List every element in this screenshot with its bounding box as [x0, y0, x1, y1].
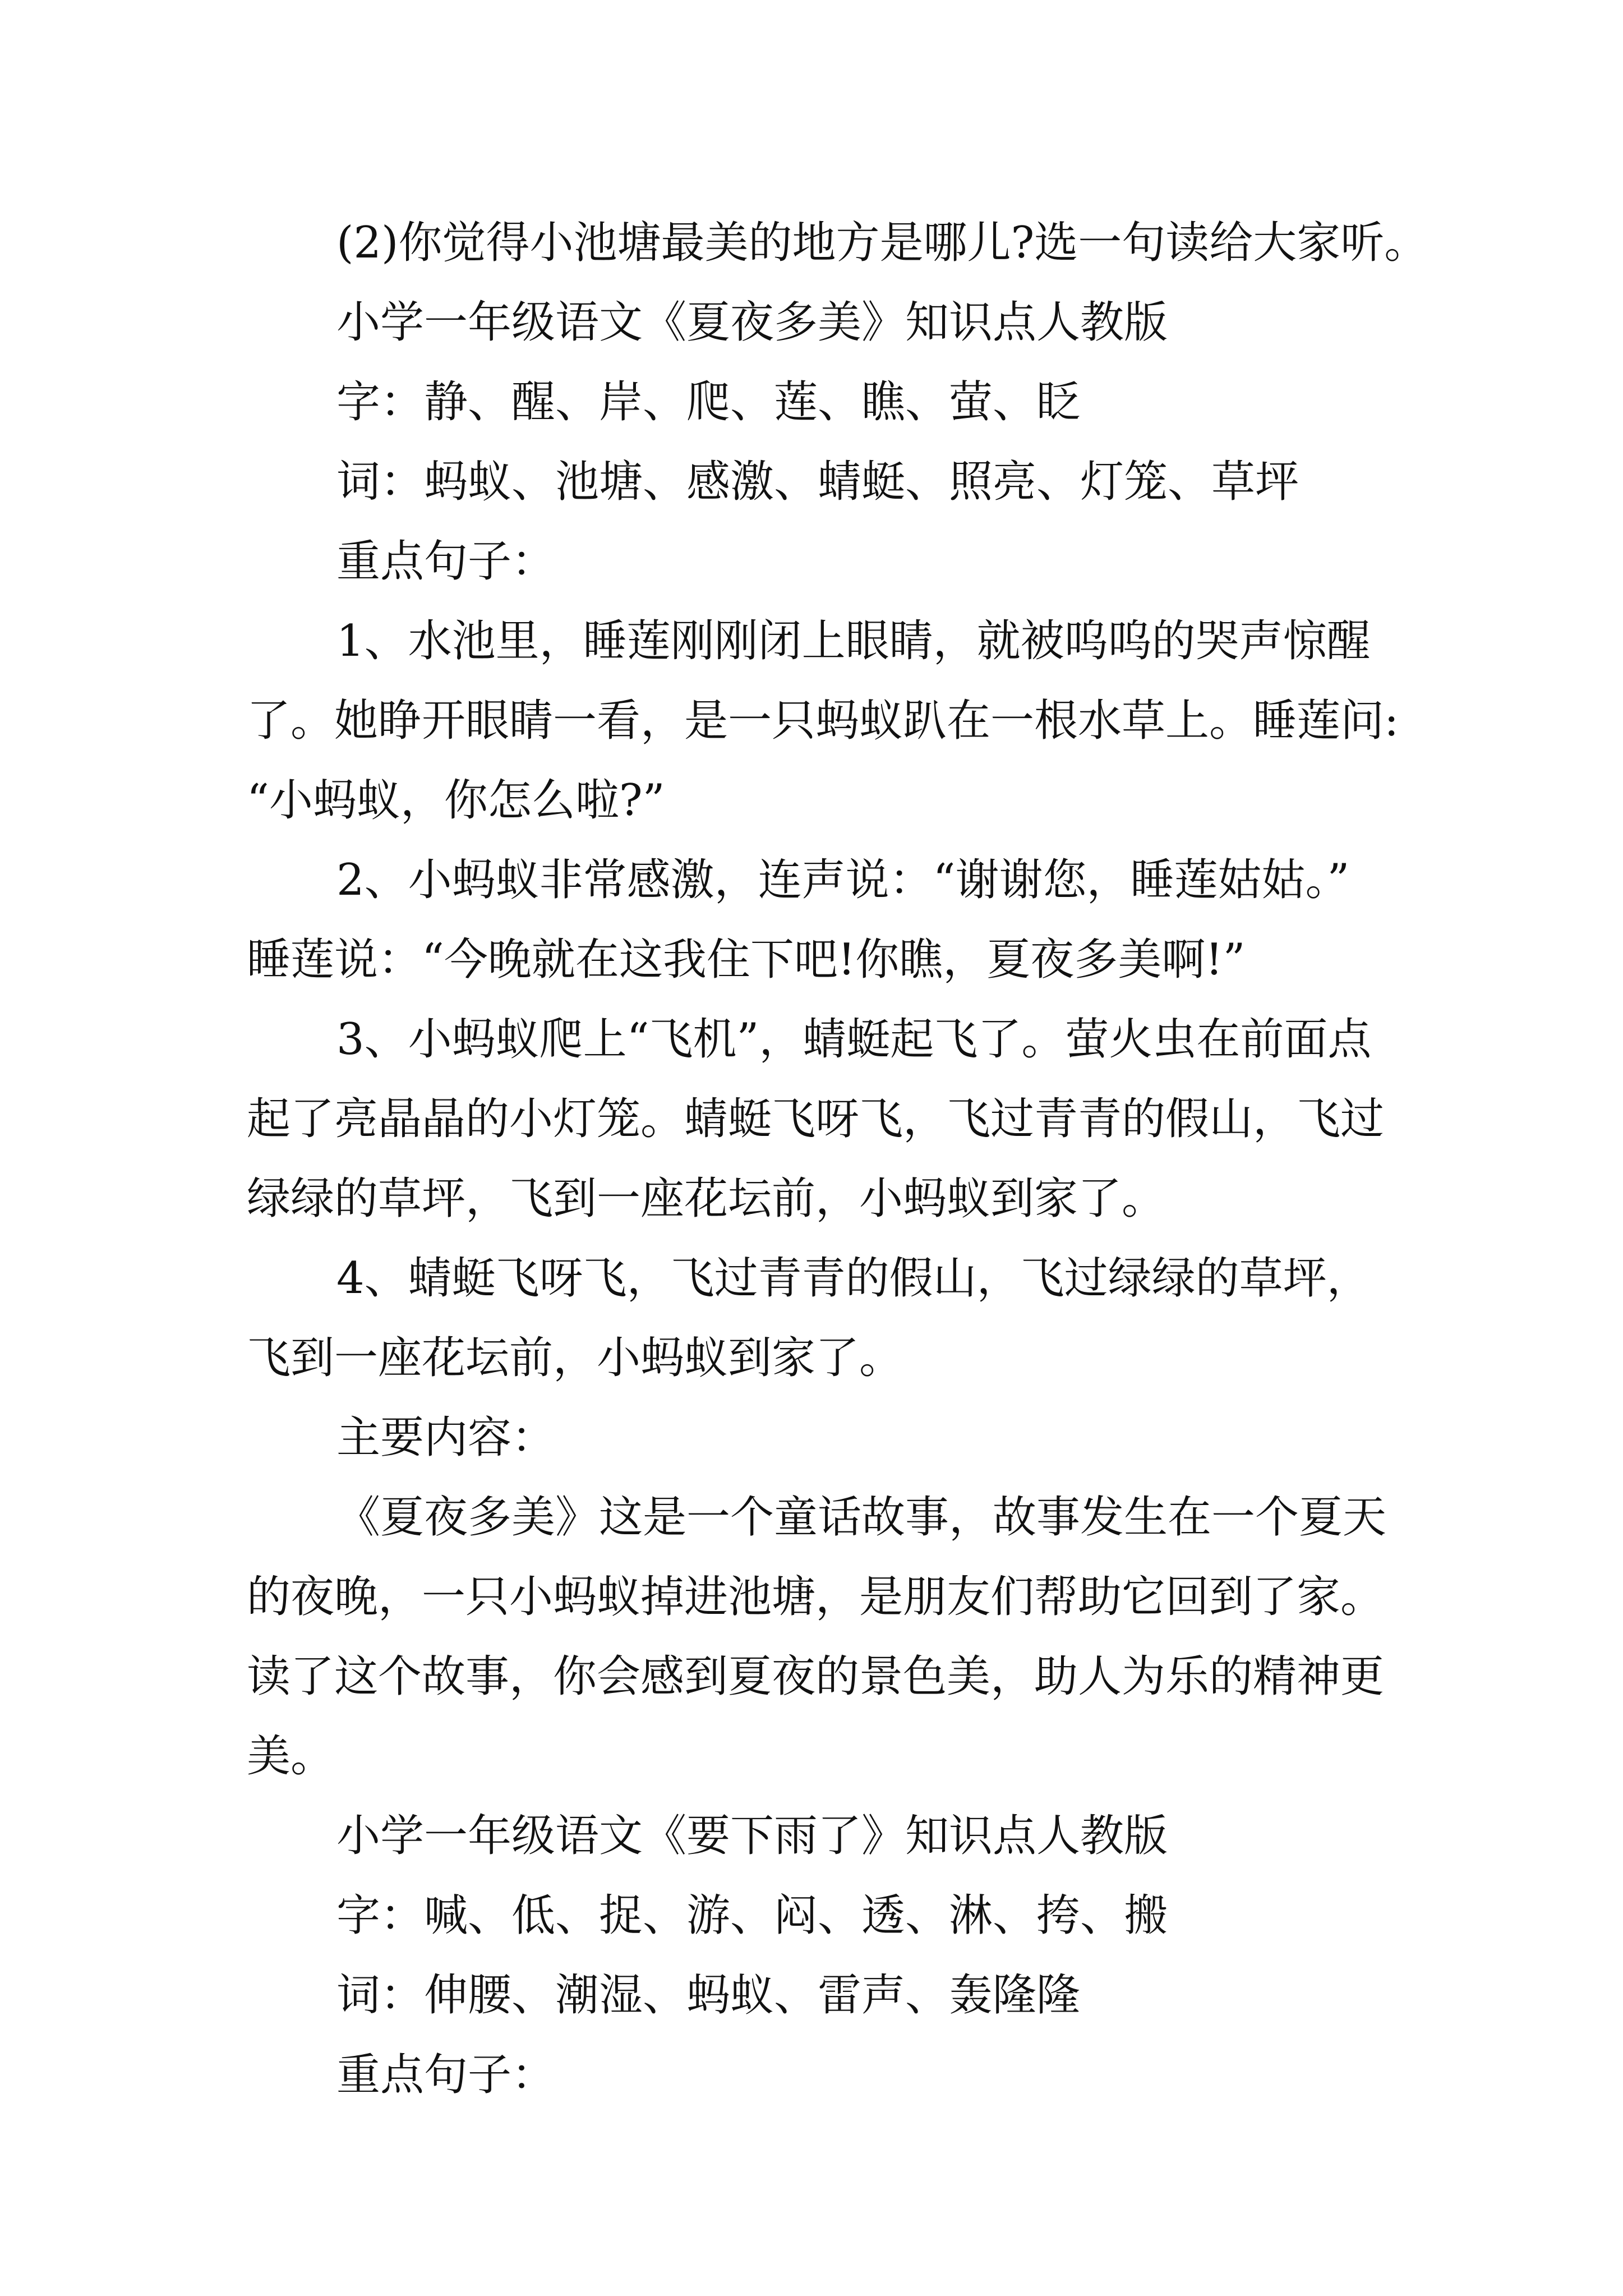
paragraph-line: 1、水池里，睡莲刚刚闭上眼睛，就被呜呜的哭声惊醒 — [336, 616, 1371, 666]
paragraph-line: 《夏夜多美》这是一个童话故事，故事发生在一个夏天 — [336, 1492, 1387, 1543]
paragraph-line: 的夜晚，一只小蚂蚁掉进池塘，是朋友们帮助它回到了家。 — [247, 1572, 1385, 1622]
paragraph-line: 读了这个故事，你会感到夏夜的景色美，助人为乐的精神更 — [247, 1651, 1385, 1702]
paragraph-line: 绿绿的草坪，飞到一座花坛前，小蚂蚁到家了。 — [247, 1174, 1166, 1224]
main-content-heading: 主要内容： — [336, 1412, 556, 1463]
key-sentences-heading: 重点句子： — [336, 2050, 556, 2100]
key-sentences-heading: 重点句子： — [336, 536, 556, 587]
characters-line: 字：静、醒、岸、爬、莲、瞧、萤、眨 — [336, 377, 1081, 427]
section-title: 小学一年级语文《要下雨了》知识点人教版 — [336, 1811, 1168, 1861]
paragraph-line: 了。她睁开眼睛一看，是一只蚂蚁趴在一根水草上。睡莲问: — [247, 696, 1399, 746]
question-line: (2)你觉得小池塘最美的地方是哪儿?选一句读给大家听。 — [336, 218, 1428, 268]
words-line: 词：蚂蚁、池塘、感激、蜻蜓、照亮、灯笼、草坪 — [336, 457, 1299, 507]
section-title: 小学一年级语文《夏夜多美》知识点人教版 — [336, 297, 1168, 348]
paragraph-line: 飞到一座花坛前，小蚂蚁到家了。 — [247, 1333, 903, 1383]
paragraph-line: 3、小蚂蚁爬上“飞机”，蜻蜓起飞了。萤火虫在前面点 — [336, 1014, 1372, 1065]
paragraph-line: 4、蜻蜓飞呀飞，飞过青青的假山，飞过绿绿的草坪， — [336, 1253, 1371, 1304]
paragraph-line: 睡莲说：“今晚就在这我住下吧!你瞧，夏夜多美啊!” — [247, 935, 1246, 985]
document-body — [247, 203, 1428, 2115]
words-line: 词：伸腰、潮湿、蚂蚁、雷声、轰隆隆 — [336, 1970, 1081, 2021]
paragraph-line: 美。 — [247, 1731, 335, 1782]
characters-line: 字：喊、低、捉、游、闷、透、淋、挎、搬 — [336, 1890, 1168, 1941]
paragraph-line: 2、小蚂蚁非常感激，连声说：“谢谢您，睡莲姑姑。” — [336, 855, 1350, 905]
paragraph-line: 起了亮晶晶的小灯笼。蜻蜓飞呀飞，飞过青青的假山，飞过 — [247, 1094, 1385, 1144]
paragraph-line: “小蚂蚁，你怎么啦?” — [247, 775, 665, 826]
